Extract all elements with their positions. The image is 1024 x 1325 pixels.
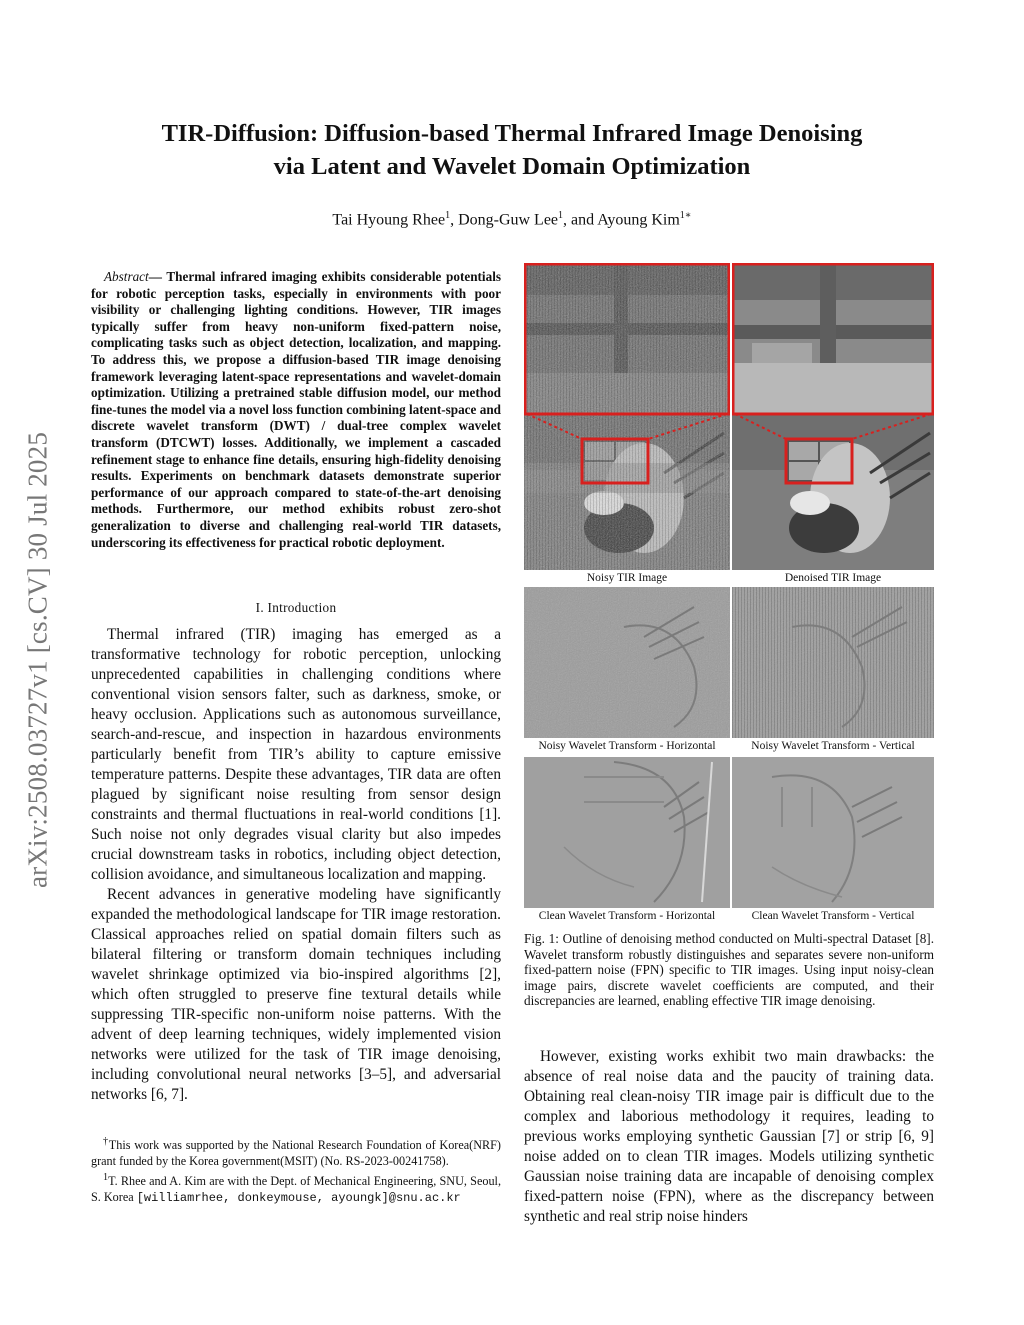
label-noisy-vertical: Noisy Wavelet Transform - Vertical — [751, 740, 915, 752]
affiliation-mark: 1 — [558, 210, 564, 221]
footnote-affiliation — [91, 1170, 501, 1206]
abstract-label: Abstract — [104, 269, 149, 284]
label-clean-horizontal: Clean Wavelet Transform - Horizontal — [538, 910, 716, 922]
author-name: Tai Hyoung Rhee — [332, 211, 446, 229]
arxiv-sidebar — [8, 370, 68, 950]
paper-title — [60, 117, 964, 183]
label-noisy-tir: Noisy TIR Image — [586, 572, 668, 584]
title-line-2: via Latent and Wavelet Domain Optimization — [273, 153, 751, 180]
section-heading: I. Introduction — [255, 600, 337, 615]
footnotes — [91, 1134, 501, 1207]
author-list — [60, 210, 964, 229]
denoised-tir-image — [732, 263, 934, 570]
footnote-mark: † — [103, 1136, 109, 1147]
footnote-funding — [91, 1134, 501, 1169]
figure-1 — [524, 263, 934, 923]
footnote-emails: [williamrhee, donkeymouse, ayoungk]@snu.ac.kr — [136, 1190, 461, 1205]
noisy-tir-image — [524, 263, 730, 570]
author-name: Dong-Guw Lee — [458, 211, 559, 229]
abstract — [91, 269, 501, 551]
arxiv-stamp: arXiv:2508.03727v1 [cs.CV] 30 Jul 2025 — [22, 431, 53, 889]
affiliation-mark: 1 — [445, 210, 451, 221]
clean-wavelet-vertical — [732, 757, 934, 908]
intro-paragraph: Recent advances in generative modeling have significantly expanded the methodological landscape for TIR image restoration. Classical approaches relied on spatial domain filters such as bilateral filtering or transform domain techniques including wavelet shrinkage optimized via bio-inspired algorithms [2], which often struggled to preserve fine textural details while suppressing TIR-specific non-uniform noise patterns. With the advent of deep learning techniques, widely implemented vision networks were utilized for the task of TIR image denoising, including convolutional neural networks [3–5], and adversarial networks [6, 7]. — [91, 886, 501, 1103]
title-line-1: TIR-Diffusion: Diffusion-based Thermal Infrared Image Denoising — [161, 120, 863, 147]
body-paragraph: However, existing works exhibit two main drawbacks: the absence of real noise data and the paucity of training data. Obtaining real clean-noisy TIR image pair is difficult due to the complex and laborious methodology it requires, leading to previous works employing synthetic Gaussian [7] or strip [6, 9] noise added on to clean TIR images. Models utilizing synthetic Gaussian noise training data are incapable of denoising complex fixed-pattern noise (FPN), where as the discrepancy between synthetic and real strip noise hinders — [524, 1048, 934, 1225]
intro-paragraph: Thermal infrared (TIR) imaging has emerged as a transformative technology for robotic perception, unlocking unprecedented capabilities in challenging conditions where conventional vision sensors falter, such as darkness, smoke, or heavy occlusion. Applications such as autonomous surveillance, search-and-rescue, and inspection in hazardous environments particularly benefit from TIR’s ability to capture emissive temperature patterns. Despite these advantages, TIR data are often plagued by significant noise resulting from sensor design constraints and thermal fluctuations in real-world conditions [1]. Such noise not only degrades visual clarity but also impedes crucial downstream tasks in robotics, including object detection, collision avoidance, and simultaneous localization and mapping. — [91, 626, 501, 883]
footnote-text: T. Rhee and A. Kim are with the Dept. of Mechanical Engineering, SNU, Seoul, S. Korea — [91, 1174, 501, 1204]
footnote-text: This work was supported by the National Research Foundation of Korea(NRF) grant funded by the Korea government(MSIT) (No. RS-2023-00241758). — [91, 1138, 501, 1168]
noisy-wavelet-vertical — [732, 587, 934, 738]
right-column-body — [524, 1047, 934, 1227]
author-name: Ayoung Kim — [597, 211, 680, 229]
noisy-wavelet-horizontal — [524, 587, 730, 738]
label-noisy-horizontal: Noisy Wavelet Transform - Horizontal — [538, 740, 716, 752]
footnote-mark: 1 — [103, 1172, 109, 1184]
affiliation-mark: 1∗ — [679, 210, 692, 221]
label-denoised-tir: Denoised TIR Image — [784, 572, 882, 584]
author-separator: , and — [563, 211, 598, 229]
figure-caption: Fig. 1: Outline of denoising method conducted on Multi-spectral Dataset [8]. Wavelet transform robustly distinguishes and separates severe non-uniform fixed-pattern noise (FPN) specific to TIR images. Using input noisy-clean image pairs, discrete wavelet coefficients are computed, and their discrepancies are learned, enabling effective TIR image denoising. — [524, 931, 934, 1009]
clean-wavelet-horizontal — [524, 757, 730, 908]
author-separator: , — [450, 211, 459, 229]
abstract-text: — Thermal infrared imaging exhibits considerable potentials for robotic perception tasks, especially in environments with poor visibility or challenging lighting conditions. However, TIR images typically suffer from heavy non-uniform fixed-pattern noise, complicating tasks such as object detection, localization, and mapping. To address this, we propose a diffusion-based TIR image denoising framework leveraging latent-space representations and wavelet-domain optimization. Utilizing a pretrained stable diffusion model, our method fine-tunes the model via a novel loss function combining latent-space and discrete wavelet transform (DWT) / dual-tree complex wavelet transform (DTCWT) losses. Additionally, we implement a cascaded refinement stage to enhance fine details, ensuring high-fidelity denoising results. Experiments on benchmark datasets demonstrate superior performance of our approach compared to state-of-the-art denoising methods. Furthermore, our method exhibits robust zero-shot generalization to diverse and challenging real-world TIR datasets, underscoring its effectiveness for practical robotic deployment. — [91, 269, 501, 550]
label-clean-vertical: Clean Wavelet Transform - Vertical — [751, 910, 915, 922]
introduction-body — [91, 625, 501, 1105]
